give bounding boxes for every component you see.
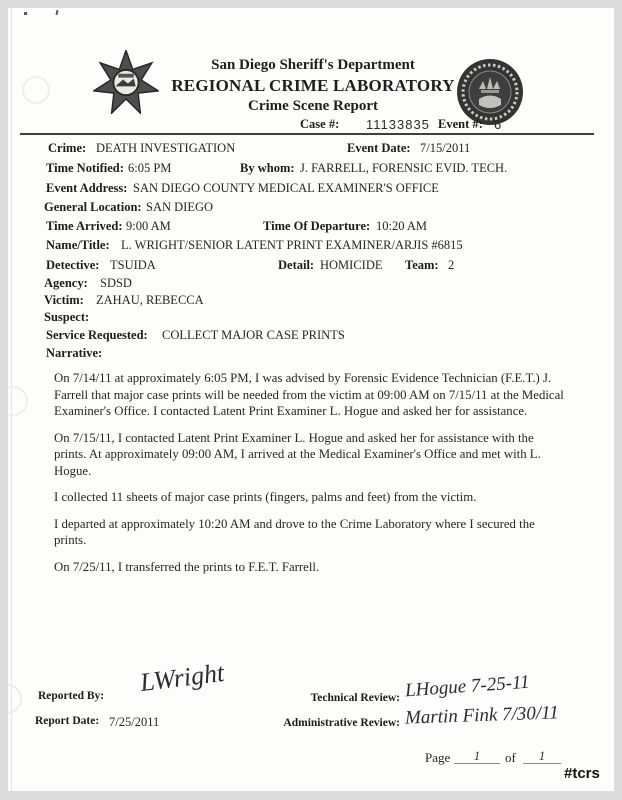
detective-label: Detective: [46,258,100,272]
time-of-departure-label: Time Of Departure: [263,219,371,233]
laboratory-title: REGIONAL CRIME LABORATORY [171,76,455,95]
narrative-label: Narrative: [46,346,103,360]
page-number-field: 1 [454,748,500,764]
time-notified-label: Time Notified: [46,161,124,175]
case-number-label: Case #: [300,117,340,131]
page-label: Page [425,750,451,765]
punch-hole [8,684,22,714]
field-row-event-address [8,181,614,197]
time-arrived-label: Time Arrived: [46,219,123,233]
time-of-departure-value: 10:20 AM [376,219,428,233]
field-row-crime [8,141,614,157]
scan-artifact [56,10,59,15]
general-location-label: General Location: [44,200,142,214]
scan-artifact [24,12,27,15]
header-divider [20,133,594,135]
detective-value: TSUIDA [110,258,156,272]
report-date-label: Report Date: [35,715,100,727]
event-date-value: 7/15/2011 [420,141,471,155]
report-date-value: 7/25/2011 [109,715,160,729]
time-arrived-value: 9:00 AM [126,219,171,233]
agency-value: SDSD [100,276,132,290]
field-row-agency [8,276,614,292]
field-row-time-notified [8,161,614,177]
victim-value: ZAHAU, REBECCA [96,293,204,307]
reported-by-signature: LWright [138,657,226,698]
narrative-text [54,370,568,585]
page-total-field: 1 [523,748,561,764]
reported-by-label: Reported By: [38,690,105,702]
general-location-value: SAN DIEGO [146,200,214,214]
name-title-value: L. WRIGHT/SENIOR LATENT PRINT EXAMINER/ARJIS #6815 [121,238,463,252]
narrative-paragraph: On 7/25/11, I transferred the prints to F.E.T. Farrell. [54,559,320,574]
field-row-general-location [8,200,614,216]
by-whom-label: By whom: [240,161,295,175]
name-title-label: Name/Title: [46,238,110,252]
event-address-value: SAN DIEGO COUNTY MEDICAL EXAMINER'S OFFICE [133,181,439,195]
page-of-label: of [505,750,516,765]
field-row-detective [8,258,614,274]
narrative-paragraph: I departed at approximately 10:20 AM and drove to the Crime Laboratory where I secured the prints. [54,516,535,547]
department-title: San Diego Sheriff's Department [211,57,415,73]
team-value: 2 [448,258,455,272]
case-number-value: 11133835 [366,117,430,132]
administrative-review-signature: Martin Fink 7/30/11 [404,702,560,729]
suspect-label: Suspect: [44,310,90,324]
detail-label: Detail: [278,258,315,272]
agency-label: Agency: [44,276,88,290]
technical-review-label: Technical Review: [310,692,400,704]
event-date-label: Event Date: [347,141,411,155]
field-row-suspect [8,310,614,326]
detail-value: HOMICIDE [320,258,383,272]
administrative-review-label: Administrative Review: [283,717,400,729]
narrative-paragraph: I collected 11 sheets of major case prints (fingers, palms and feet) from the victim. [54,490,477,504]
report-title-block [128,55,498,116]
hashtag-stamp: #tcrs [564,765,600,782]
field-row-victim [8,293,614,309]
narrative-paragraph: On 7/14/11 at approximately 6:05 PM, I was advised by Forensic Evidence Technician (F.E.T.) J. Farrell that major case prints will be needed from the victim at 09:00 AM on 7/15/11 at the Medical Examiner's Office. I contacted Latent Print Examiner L. Hogue and asked her for assistance. [54,371,564,418]
crime-label: Crime: [48,141,87,155]
punch-hole [8,386,28,416]
event-address-label: Event Address: [46,181,128,195]
punch-hole [22,76,50,104]
narrative-paragraph: On 7/15/11, I contacted Latent Print Examiner L. Hogue and asked her for assistance with the prints. At approximately 09:00 AM, I arrived at the Medical Examiner's Office and met with L. Hogue. [54,430,541,478]
crime-value: DEATH INVESTIGATION [96,141,236,155]
field-row-service-requested [8,328,614,344]
field-row-name-title [8,238,614,254]
report-page [8,8,614,791]
time-notified-value: 6:05 PM [128,161,172,175]
field-row-times [8,219,614,235]
report-type-title: Crime Scene Report [248,98,378,114]
technical-review-signature: LHogue 7-25-11 [404,671,531,702]
team-label: Team: [405,258,439,272]
case-number-row [8,117,614,133]
by-whom-value: J. FARRELL, FORENSIC EVID. TECH. [300,161,508,175]
field-row-narrative [8,346,614,362]
event-number-label: Event #: [438,117,483,131]
event-number-value: 6 [494,117,503,132]
service-requested-value: COLLECT MAJOR CASE PRINTS [162,328,345,342]
service-requested-label: Service Requested: [46,328,148,342]
victim-label: Victim: [44,293,84,307]
